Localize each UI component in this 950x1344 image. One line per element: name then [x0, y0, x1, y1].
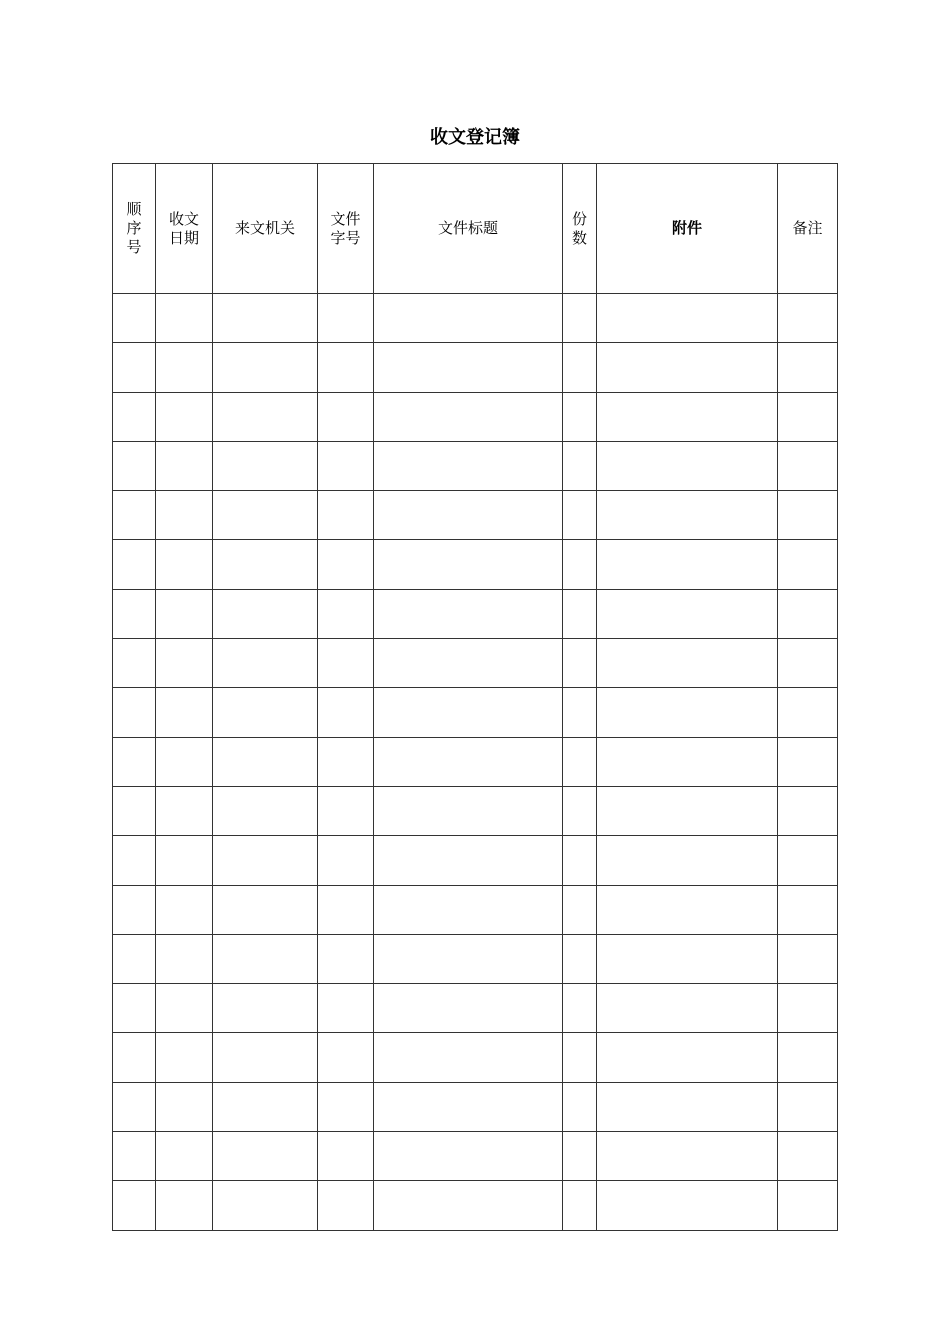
cell-attachment[interactable] — [597, 343, 778, 392]
table-row — [113, 1082, 838, 1131]
cell-copies[interactable] — [563, 1082, 597, 1131]
cell-seq[interactable] — [113, 1132, 156, 1181]
cell-attachment[interactable] — [597, 984, 778, 1033]
cell-seq[interactable] — [113, 343, 156, 392]
cell-remarks[interactable] — [778, 491, 838, 540]
cell-seq[interactable] — [113, 441, 156, 490]
cell-remarks[interactable] — [778, 1033, 838, 1082]
table-row — [113, 491, 838, 540]
header-copies: 份 数 — [563, 164, 597, 294]
cell-doc-number[interactable] — [318, 934, 374, 983]
cell-doc-title[interactable] — [374, 885, 563, 934]
cell-remarks[interactable] — [778, 1082, 838, 1131]
cell-sender[interactable] — [213, 589, 318, 638]
cell-receive-date[interactable] — [156, 491, 213, 540]
cell-sender[interactable] — [213, 392, 318, 441]
cell-remarks[interactable] — [778, 1181, 838, 1230]
cell-seq[interactable] — [113, 1181, 156, 1230]
cell-remarks[interactable] — [778, 540, 838, 589]
cell-doc-title[interactable] — [374, 737, 563, 786]
cell-sender[interactable] — [213, 1033, 318, 1082]
cell-seq[interactable] — [113, 688, 156, 737]
cell-receive-date[interactable] — [156, 343, 213, 392]
table-row — [113, 392, 838, 441]
cell-doc-number[interactable] — [318, 737, 374, 786]
cell-doc-title[interactable] — [374, 1082, 563, 1131]
cell-doc-number[interactable] — [318, 1132, 374, 1181]
cell-seq[interactable] — [113, 934, 156, 983]
cell-receive-date[interactable] — [156, 294, 213, 343]
cell-doc-number[interactable] — [318, 786, 374, 835]
cell-doc-title[interactable] — [374, 639, 563, 688]
cell-seq[interactable] — [113, 1033, 156, 1082]
cell-attachment[interactable] — [597, 392, 778, 441]
table-row — [113, 984, 838, 1033]
cell-copies[interactable] — [563, 540, 597, 589]
cell-doc-title[interactable] — [374, 1181, 563, 1230]
cell-remarks[interactable] — [778, 737, 838, 786]
cell-remarks[interactable] — [778, 392, 838, 441]
cell-copies[interactable] — [563, 1033, 597, 1082]
cell-sender[interactable] — [213, 294, 318, 343]
cell-doc-title[interactable] — [374, 1033, 563, 1082]
cell-doc-title[interactable] — [374, 540, 563, 589]
cell-sender[interactable] — [213, 441, 318, 490]
cell-sender[interactable] — [213, 786, 318, 835]
cell-attachment[interactable] — [597, 688, 778, 737]
cell-attachment[interactable] — [597, 441, 778, 490]
header-row — [113, 164, 838, 294]
cell-receive-date[interactable] — [156, 984, 213, 1033]
cell-doc-number[interactable] — [318, 639, 374, 688]
cell-attachment[interactable] — [597, 786, 778, 835]
cell-attachment[interactable] — [597, 639, 778, 688]
cell-copies[interactable] — [563, 392, 597, 441]
cell-attachment[interactable] — [597, 589, 778, 638]
table-row — [113, 639, 838, 688]
cell-remarks[interactable] — [778, 639, 838, 688]
cell-attachment[interactable] — [597, 1132, 778, 1181]
cell-copies[interactable] — [563, 1181, 597, 1230]
cell-attachment[interactable] — [597, 934, 778, 983]
cell-receive-date[interactable] — [156, 639, 213, 688]
header-attachment: 附件 — [597, 164, 778, 294]
cell-doc-number[interactable] — [318, 836, 374, 885]
cell-receive-date[interactable] — [156, 1181, 213, 1230]
cell-remarks[interactable] — [778, 589, 838, 638]
receipt-register-table — [112, 163, 838, 1231]
table-row — [113, 688, 838, 737]
header-seq: 顺 序 号 — [113, 164, 156, 294]
table-row — [113, 441, 838, 490]
cell-doc-number[interactable] — [318, 392, 374, 441]
cell-receive-date[interactable] — [156, 688, 213, 737]
cell-sender[interactable] — [213, 885, 318, 934]
cell-receive-date[interactable] — [156, 540, 213, 589]
cell-attachment[interactable] — [597, 885, 778, 934]
cell-copies[interactable] — [563, 737, 597, 786]
cell-copies[interactable] — [563, 491, 597, 540]
header-doc-title: 文件标题 — [374, 164, 563, 294]
cell-doc-title[interactable] — [374, 688, 563, 737]
table-row — [113, 1132, 838, 1181]
cell-copies[interactable] — [563, 639, 597, 688]
cell-attachment[interactable] — [597, 1033, 778, 1082]
cell-copies[interactable] — [563, 786, 597, 835]
cell-doc-number[interactable] — [318, 1181, 374, 1230]
cell-attachment[interactable] — [597, 294, 778, 343]
cell-copies[interactable] — [563, 688, 597, 737]
cell-seq[interactable] — [113, 1082, 156, 1131]
cell-remarks[interactable] — [778, 688, 838, 737]
cell-seq[interactable] — [113, 836, 156, 885]
cell-receive-date[interactable] — [156, 1082, 213, 1131]
cell-copies[interactable] — [563, 441, 597, 490]
cell-copies[interactable] — [563, 1132, 597, 1181]
cell-receive-date[interactable] — [156, 441, 213, 490]
register-body — [113, 294, 838, 1231]
header-doc-number: 文件 字号 — [318, 164, 374, 294]
header-sender: 来文机关 — [213, 164, 318, 294]
cell-seq[interactable] — [113, 540, 156, 589]
cell-sender[interactable] — [213, 984, 318, 1033]
cell-doc-title[interactable] — [374, 589, 563, 638]
table-row — [113, 934, 838, 983]
cell-doc-number[interactable] — [318, 1033, 374, 1082]
table-row — [113, 540, 838, 589]
cell-attachment[interactable] — [597, 540, 778, 589]
cell-copies[interactable] — [563, 984, 597, 1033]
cell-receive-date[interactable] — [156, 934, 213, 983]
cell-copies[interactable] — [563, 934, 597, 983]
cell-attachment[interactable] — [597, 491, 778, 540]
cell-remarks[interactable] — [778, 836, 838, 885]
cell-seq[interactable] — [113, 885, 156, 934]
cell-doc-title[interactable] — [374, 984, 563, 1033]
cell-doc-number[interactable] — [318, 343, 374, 392]
cell-receive-date[interactable] — [156, 1033, 213, 1082]
cell-remarks[interactable] — [778, 934, 838, 983]
cell-copies[interactable] — [563, 294, 597, 343]
cell-sender[interactable] — [213, 1181, 318, 1230]
cell-sender[interactable] — [213, 1132, 318, 1181]
cell-doc-title[interactable] — [374, 934, 563, 983]
cell-sender[interactable] — [213, 491, 318, 540]
cell-doc-title[interactable] — [374, 392, 563, 441]
cell-doc-title[interactable] — [374, 1132, 563, 1181]
cell-remarks[interactable] — [778, 441, 838, 490]
cell-sender[interactable] — [213, 639, 318, 688]
cell-doc-title[interactable] — [374, 294, 563, 343]
cell-receive-date[interactable] — [156, 737, 213, 786]
cell-remarks[interactable] — [778, 1132, 838, 1181]
cell-seq[interactable] — [113, 392, 156, 441]
cell-receive-date[interactable] — [156, 392, 213, 441]
cell-remarks[interactable] — [778, 343, 838, 392]
table-row — [113, 836, 838, 885]
cell-doc-number[interactable] — [318, 885, 374, 934]
cell-seq[interactable] — [113, 786, 156, 835]
cell-seq[interactable] — [113, 737, 156, 786]
cell-receive-date[interactable] — [156, 786, 213, 835]
cell-sender[interactable] — [213, 688, 318, 737]
cell-attachment[interactable] — [597, 836, 778, 885]
cell-attachment[interactable] — [597, 1082, 778, 1131]
cell-copies[interactable] — [563, 343, 597, 392]
cell-copies[interactable] — [563, 885, 597, 934]
cell-doc-number[interactable] — [318, 589, 374, 638]
cell-doc-title[interactable] — [374, 343, 563, 392]
cell-remarks[interactable] — [778, 885, 838, 934]
cell-doc-number[interactable] — [318, 294, 374, 343]
document-title: 收文登记簿 — [430, 127, 520, 148]
cell-remarks[interactable] — [778, 294, 838, 343]
cell-receive-date[interactable] — [156, 589, 213, 638]
cell-attachment[interactable] — [597, 737, 778, 786]
cell-doc-title[interactable] — [374, 836, 563, 885]
cell-doc-title[interactable] — [374, 441, 563, 490]
table-row — [113, 885, 838, 934]
cell-attachment[interactable] — [597, 1181, 778, 1230]
cell-doc-number[interactable] — [318, 491, 374, 540]
cell-sender[interactable] — [213, 737, 318, 786]
cell-sender[interactable] — [213, 934, 318, 983]
cell-doc-number[interactable] — [318, 984, 374, 1033]
cell-seq[interactable] — [113, 589, 156, 638]
table-row — [113, 737, 838, 786]
cell-doc-title[interactable] — [374, 491, 563, 540]
table-row — [113, 1181, 838, 1230]
cell-copies[interactable] — [563, 836, 597, 885]
table-row — [113, 786, 838, 835]
cell-sender[interactable] — [213, 540, 318, 589]
cell-remarks[interactable] — [778, 984, 838, 1033]
cell-receive-date[interactable] — [156, 885, 213, 934]
cell-sender[interactable] — [213, 343, 318, 392]
cell-seq[interactable] — [113, 294, 156, 343]
header-remarks: 备注 — [778, 164, 838, 294]
cell-doc-number[interactable] — [318, 540, 374, 589]
table-row — [113, 1033, 838, 1082]
cell-doc-number[interactable] — [318, 688, 374, 737]
cell-remarks[interactable] — [778, 786, 838, 835]
table-row — [113, 343, 838, 392]
cell-seq[interactable] — [113, 639, 156, 688]
cell-seq[interactable] — [113, 491, 156, 540]
cell-seq[interactable] — [113, 984, 156, 1033]
cell-copies[interactable] — [563, 589, 597, 638]
cell-sender[interactable] — [213, 836, 318, 885]
cell-receive-date[interactable] — [156, 836, 213, 885]
table-row — [113, 589, 838, 638]
cell-doc-number[interactable] — [318, 1082, 374, 1131]
cell-doc-title[interactable] — [374, 786, 563, 835]
cell-doc-number[interactable] — [318, 441, 374, 490]
header-receive-date: 收文 日期 — [156, 164, 213, 294]
cell-sender[interactable] — [213, 1082, 318, 1131]
table-row — [113, 294, 838, 343]
cell-receive-date[interactable] — [156, 1132, 213, 1181]
